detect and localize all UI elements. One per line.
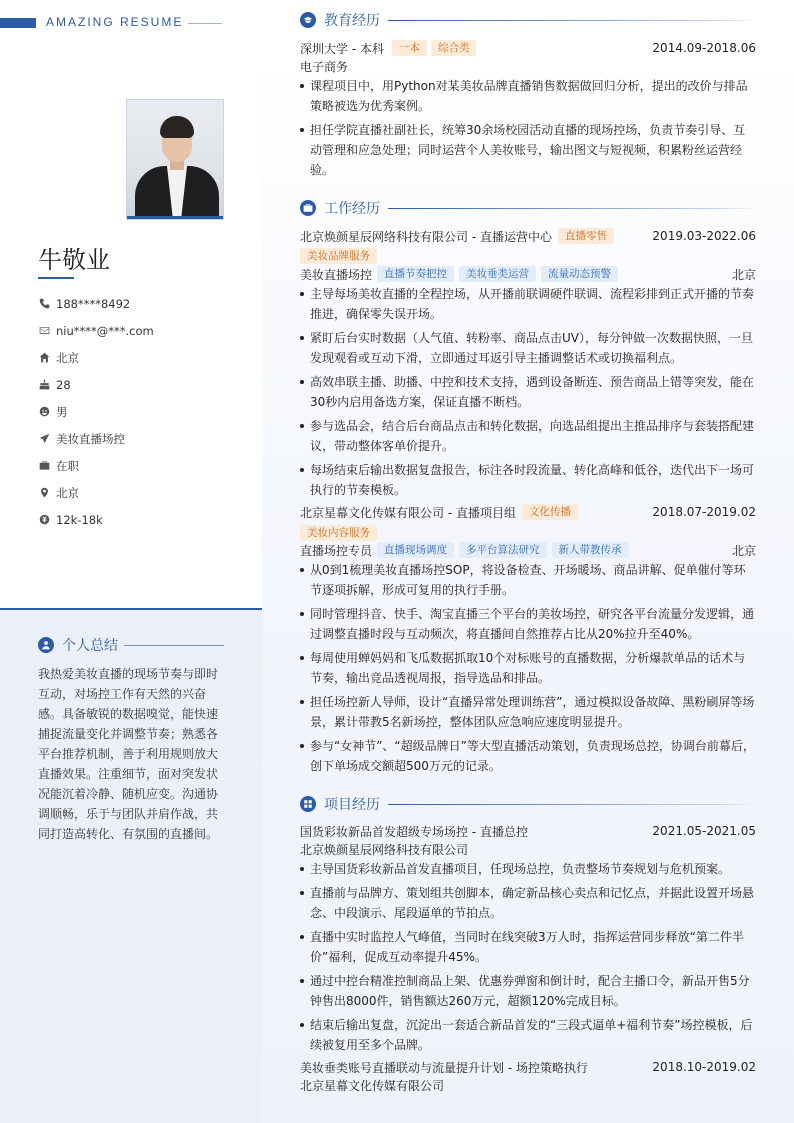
education-bullet: 课程项目中，用Python对某美妆品牌直播销售数据做回归分析，提出的改价与排品策略被选为优秀案例。: [300, 76, 756, 116]
briefcase-icon: [38, 460, 50, 472]
job-role-tag: 流量动态预警: [541, 266, 618, 282]
money-icon: [38, 514, 50, 526]
job-company: 北京焕颜星辰网络科技有限公司 - 直播运营中心: [300, 229, 552, 244]
job-role: 美妆直播场控: [300, 267, 373, 282]
home-icon: [38, 352, 50, 364]
project-name-row: [300, 1058, 756, 1076]
profile-photo: [126, 99, 224, 220]
info-home: [38, 344, 238, 371]
project-company: 北京焕颜星辰网络科技有限公司: [300, 842, 469, 857]
summary-panel: [0, 608, 262, 1123]
education-school-row: [300, 39, 756, 57]
job-role-row: [300, 265, 756, 283]
job-company-tag: 直播零售: [558, 228, 614, 244]
cake-icon: [38, 379, 50, 391]
education-bullet: 担任学院直播社副社长，统筹30余场校园活动直播的现场控场，负责节奏引导、互动管理和应急处理；同时运营个人美妆账号，输出图文与短视频，积累粉丝运营经验。: [300, 120, 756, 180]
job-bullet: 每场结束后输出数据复盘报告，标注各时段流量、转化高峰和低谷，迭代出下一场可执行的节奏模板。: [300, 460, 756, 500]
job-date: 2018.07-2019.02: [652, 505, 756, 519]
info-salary: [38, 506, 238, 533]
summary-text: 我热爱美妆直播的现场节奏与即时互动，对场控工作有天然的兴奋感。具备敏锐的数据嗅觉，能快速捕捉流量变化并调整节奏；熟悉各平台推荐机制，善于利用规则放大直播效果。注重细节，面对突发状况能沉着冷静、随机应变。沟通协调顺畅，乐于与团队并肩作战，共同打造高转化、有氛围的直播间。: [38, 667, 219, 841]
job-bullet: 主导每场美妆直播的全程控场，从开播前联调硬件联调、流程彩排到正式开播的节奏推进，确保零失误开场。: [300, 284, 756, 324]
info-location-text: 北京: [56, 485, 79, 500]
education-rule: [388, 20, 756, 21]
project-bullet: 直播中实时监控人气峰值，当同时在线突破3万人时，指挥运营同步释放“第二件半价”福利，促成互动率提升45%。: [300, 927, 756, 967]
info-age-text: 28: [56, 377, 71, 392]
project-bullet: 通过中控台精准控制商品上架、优惠券弹窗和倒计时，配合主播口令，新品开售5分钟售出8000件，销售额达260万元，超额120%完成目标。: [300, 971, 756, 1011]
education-date: 2014.09-2018.06: [652, 41, 756, 55]
job-bullet: 紧盯后台实时数据（人气值、转粉率、商品点击UV），每分钟做一次数据快照，一旦发现观看或互动下滑，立即通过耳返引导主播调整话术或切换福利点。: [300, 328, 756, 368]
job-role-tag: 直播现场调度: [377, 542, 454, 558]
user-icon: [38, 637, 54, 653]
projects-heading: [300, 795, 756, 813]
job-company-row: [300, 227, 756, 245]
education-major: 电子商务: [300, 59, 349, 74]
info-phone: [38, 290, 238, 317]
projects-rule: [388, 804, 756, 805]
education-tag: 综合类: [431, 40, 477, 56]
project-name: 国货彩妆新品首发超级专场场控 - 直播总控: [300, 824, 528, 839]
phone-icon: [38, 298, 50, 310]
job-bullet: 从0到1梳理美妆直播场控SOP，将设备检查、开场暖场、商品讲解、促单催付等环节逐项拆解，形成可复用的执行手册。: [300, 560, 756, 600]
project-company-row: [300, 1076, 756, 1094]
left-column: [0, 0, 262, 1123]
job-company-tag: 美妆品牌服务: [300, 248, 377, 264]
education-tag: 一本: [392, 40, 427, 56]
job-role-tag: 多平台算法研究: [459, 542, 547, 558]
info-email: [38, 317, 238, 344]
briefcase-icon: [300, 200, 316, 216]
smile-icon: [38, 406, 50, 418]
photo-underline: [127, 216, 223, 219]
education-school: 深圳大学 - 本科: [300, 41, 384, 56]
person-name: 牛敬业: [38, 246, 110, 274]
info-salary-text: 12k-18k: [56, 512, 103, 527]
info-age: [38, 371, 238, 398]
name-underline: [38, 277, 74, 279]
summary-title-rule: [124, 645, 224, 646]
project-bullets: [300, 859, 756, 1059]
education-heading: [300, 11, 756, 29]
job-city: 北京: [731, 267, 756, 282]
contact-info-list: [38, 290, 238, 533]
location-icon: [38, 487, 50, 499]
summary-heading: [38, 636, 224, 654]
info-location: [38, 479, 238, 506]
job-bullets: [300, 560, 756, 780]
brand-text: AMAZING RESUME: [46, 15, 184, 29]
project-name-row: [300, 822, 756, 840]
project-bullet: 主导国货彩妆新品首发直播项目，任现场总控，负责整场节奏规划与危机预案。: [300, 859, 756, 879]
project-bullet: 直播前与品牌方、策划组共创脚本，确定新品核心卖点和记忆点，并据此设置开场悬念、中段演示、尾段逼单的节拍点。: [300, 883, 756, 923]
project-name: 美妆垂类账号直播联动与流量提升计划 - 场控策略执行: [300, 1060, 588, 1075]
job-role-tag: 新人带教传承: [552, 542, 629, 558]
graduation-cap-icon: [300, 12, 316, 28]
work-title: 工作经历: [324, 201, 380, 217]
summary-title: 个人总结: [62, 638, 118, 654]
project-company-row: [300, 840, 756, 858]
job-company-tag-row: [300, 247, 756, 265]
job-bullet: 高效串联主播、助播、中控和技术支持，遇到设备断连、预告商品上错等突发，能在30秒内启用备选方案，保证直播不断档。: [300, 372, 756, 412]
work-rule: [388, 208, 756, 209]
info-phone-text: 188****8492: [56, 296, 131, 311]
job-company: 北京星幕文化传媒有限公司 - 直播项目组: [300, 505, 516, 520]
job-role-tag: 美妆垂类运营: [459, 266, 536, 282]
job-bullet: 参与“女神节”、“超级品牌日”等大型直播活动策划，负责现场总控，协调台前幕后，创下单场成交额超500万元的记录。: [300, 736, 756, 776]
info-status-text: 在职: [56, 458, 79, 473]
project-date: 2018.10-2019.02: [652, 1060, 756, 1074]
work-heading: [300, 199, 756, 217]
education-title: 教育经历: [324, 13, 380, 29]
job-date: 2019.03-2022.06: [652, 229, 756, 243]
job-role-row: [300, 541, 756, 559]
job-city: 北京: [731, 543, 756, 558]
info-position: [38, 425, 238, 452]
photo-hair: [160, 116, 194, 138]
job-role: 直播场控专员: [300, 543, 373, 558]
job-company-tag-row: [300, 524, 756, 542]
grid-icon: [300, 796, 316, 812]
info-gender: [38, 398, 238, 425]
job-bullet: 参与选品会，结合后台商品点击和转化数据，向选品组提出主推品排序与套装搭配建议，带动整体客单价提升。: [300, 416, 756, 456]
info-position-text: 美妆直播场控: [56, 431, 125, 446]
email-icon: [38, 325, 50, 337]
job-bullets: [300, 284, 756, 504]
job-role-tag: 直播节奏把控: [377, 266, 454, 282]
education-bullets: [300, 76, 756, 184]
info-email-text: niu****@***.com: [56, 323, 154, 338]
project-company: 北京星幕文化传媒有限公司: [300, 1078, 445, 1093]
job-bullet: 每周使用蝉妈妈和飞瓜数据抓取10个对标账号的直播数据，分析爆款单品的话术与节奏，输出竞品透视周报，指导选品和排品。: [300, 648, 756, 688]
education-major-row: [300, 57, 756, 75]
job-bullet: 同时管理抖音、快手、淘宝直播三个平台的美妆场控，研究各平台流量分发逻辑，通过调整直播时段与互动频次，将直播间自然推荐占比从20%拉升至40%。: [300, 604, 756, 644]
send-icon: [38, 433, 50, 445]
project-date: 2021.05-2021.05: [652, 824, 756, 838]
project-bullet: 结束后输出复盘，沉淀出一套适合新品首发的“三段式逼单+福利节奏”场控模板，后续被复用至多个品牌。: [300, 1015, 756, 1055]
job-company-tag: 文化传播: [522, 504, 578, 520]
job-company-row: [300, 503, 756, 521]
job-company-tag: 美妆内容服务: [300, 525, 377, 541]
info-home-text: 北京: [56, 350, 79, 365]
info-status: [38, 452, 238, 479]
info-gender-text: 男: [56, 404, 68, 419]
projects-title: 项目经历: [324, 797, 380, 813]
job-bullet: 担任场控新人导师，设计“直播异常处理训练营”，通过模拟设备故障、黑粉刷屏等场景，累计带教5名新场控，整体团队应急响应速度明显提升。: [300, 692, 756, 732]
